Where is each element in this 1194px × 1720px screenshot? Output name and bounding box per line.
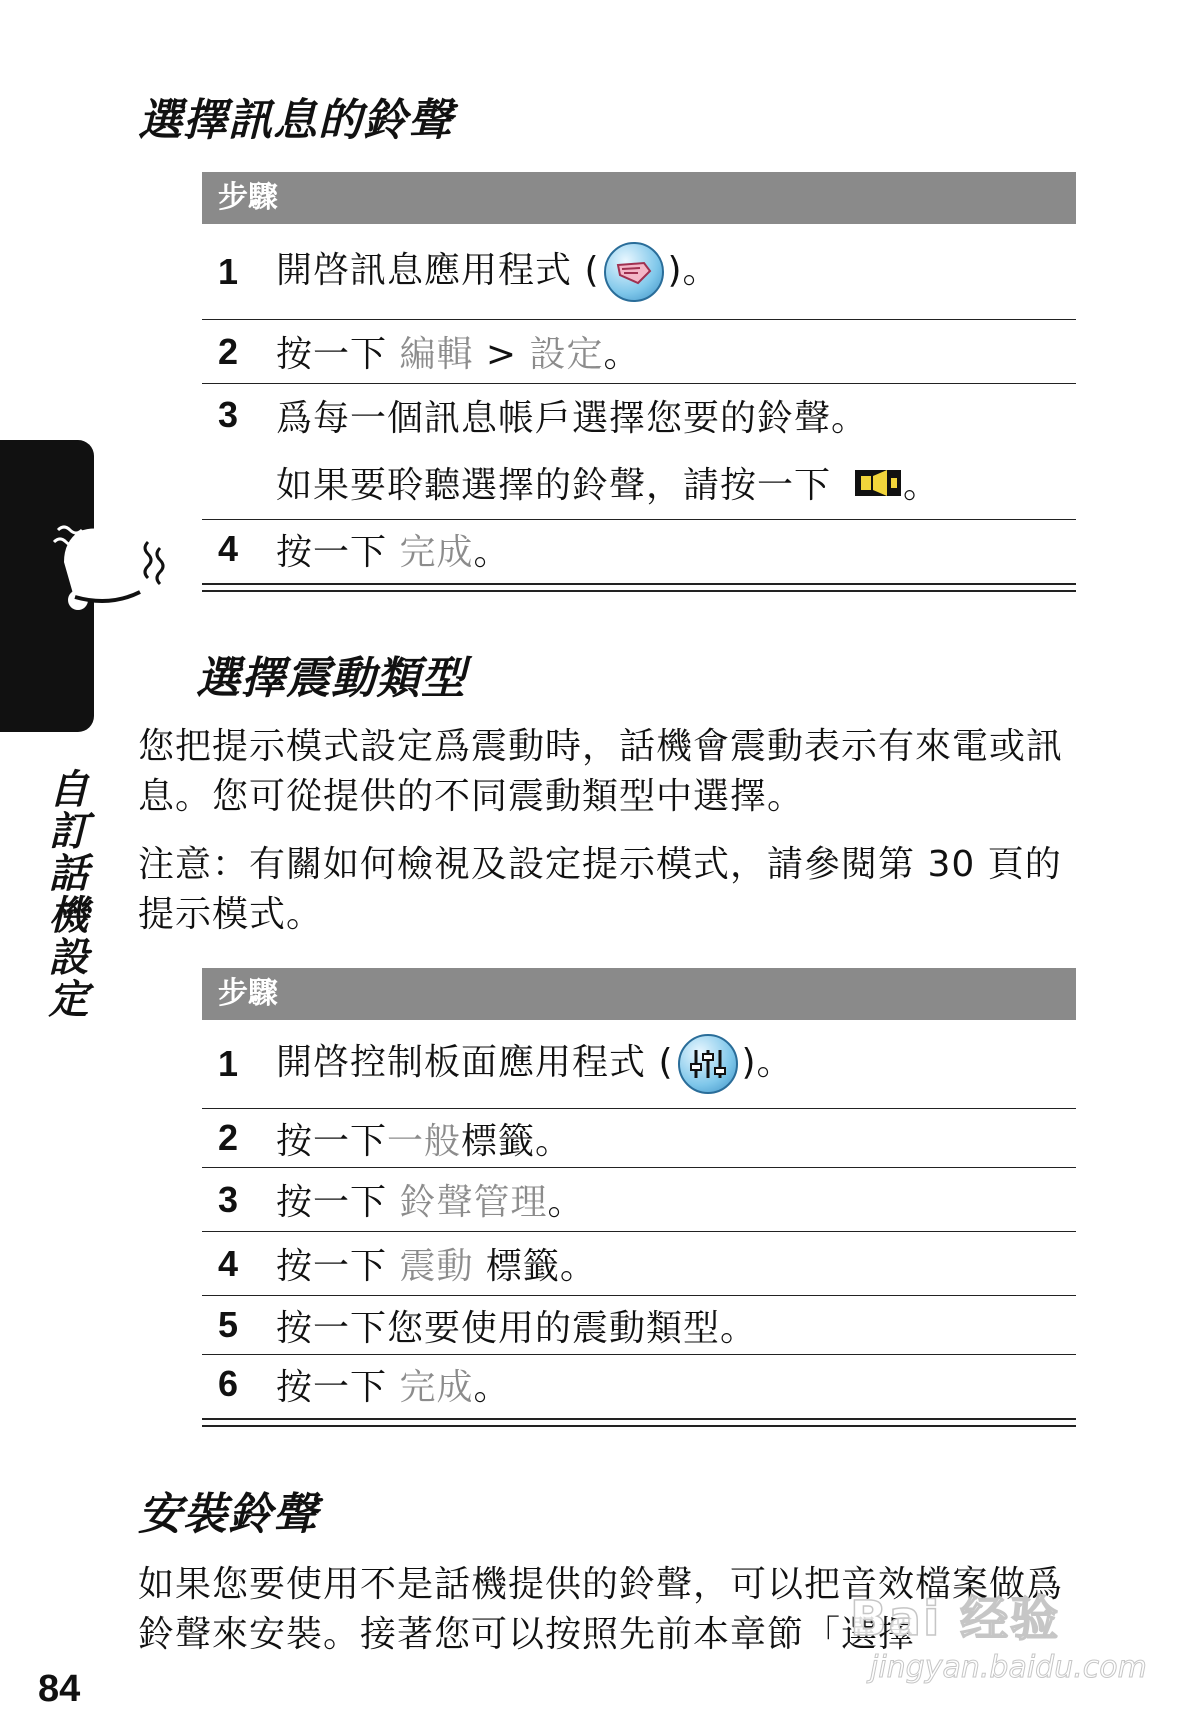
step-text-end: 。 [473,1366,511,1408]
step-number: 4 [218,1242,239,1284]
menu-label-settings: 設定 [529,334,604,375]
menu-label-done: 完成 [399,531,474,573]
step-row [202,1168,1076,1232]
step-text-end: 標籤。 [461,1120,573,1162]
step-subtext-end: 。 [903,464,941,506]
step-row [202,320,1076,384]
watermark-url: jingyan.baidu.com [870,1650,1147,1685]
step-text-end: 。 [473,531,511,573]
section-title-message-ringtone: 選擇訊息的鈴聲 [138,95,453,146]
section-title-install-ringtone: 安裝鈴聲 [138,1489,318,1540]
step-number: 5 [218,1304,239,1345]
step-row [202,1020,1076,1109]
vibrating-bell-icon [40,512,190,632]
watermark-brand: Bai 经验 [850,1591,1061,1647]
step-row [202,1296,1076,1355]
step-row [202,384,1076,520]
step-row [202,520,1076,578]
step-number: 1 [218,250,239,292]
paragraph: 如果您要使用不是話機提供的鈴聲，可以把音效檔案做爲鈴聲來安裝。接著您可以按照先前本章節「選擇 [138,1564,1064,1655]
table-end-rule [202,1418,1076,1427]
control-panel-icon [678,1034,738,1094]
step-text: 按一下 [276,1182,400,1223]
step-number: 3 [218,394,239,435]
chapter-tab [0,440,94,732]
step-separator: > [473,334,530,375]
step-text: 按一下 [276,1120,388,1162]
step-number: 6 [218,1363,239,1404]
step-text: 開啓控制板面應用程式 ( [276,1042,674,1083]
messaging-app-icon [604,242,664,302]
step-text: 爲每一個訊息帳戶選擇您要的鈴聲。 [276,397,869,439]
step-text-end: )。 [667,249,720,291]
step-text: 按一下您要使用的震動類型。 [276,1307,758,1349]
step-number: 2 [218,1117,239,1158]
steps-header: 步驟 [202,968,1076,1020]
step-row [202,1232,1076,1296]
steps-table-2 [202,968,1076,1427]
paragraph: 您把提示模式設定爲震動時，話機會震動表示有來電或訊息。您可從提供的不同震動類型中選擇。 [138,726,1064,817]
step-text: 按一下 [276,1366,400,1408]
steps-table-1 [202,172,1076,592]
step-text-end: 。 [603,334,641,375]
step-number: 1 [218,1043,239,1084]
step-text-end: 。 [547,1182,585,1223]
page-number: 84 [38,1668,81,1710]
step-number: 3 [218,1178,239,1220]
step-text: 按一下 [276,531,400,573]
note-paragraph: 注意：有關如何檢視及設定提示模式，請參閱第 30 頁的提示模式。 [138,844,1062,935]
section-title-vibration-type: 選擇震動類型 [196,653,466,704]
menu-label-general: 一般 [387,1120,462,1162]
speaker-play-icon [853,464,903,500]
step-subtext: 如果要聆聽選擇的鈴聲，請按一下 [276,464,832,506]
step-text-end: 標籤。 [473,1246,597,1287]
menu-label-ringtone-manager: 鈴聲管理 [399,1182,548,1223]
step-number: 2 [218,330,239,372]
chapter-side-label: 自訂話機設定 [42,768,88,1020]
step-text-end: )。 [741,1042,794,1083]
steps-header: 步驟 [202,172,1076,224]
table-end-rule [202,583,1076,592]
step-row [202,224,1076,320]
step-text: 按一下 [276,334,400,375]
step-row [202,1109,1076,1168]
menu-label-edit: 編輯 [399,334,474,375]
step-text: 開啓訊息應用程式 ( [276,249,600,291]
menu-label-vibrate: 震動 [399,1246,474,1287]
step-row [202,1355,1076,1413]
step-number: 4 [218,528,239,569]
step-text: 按一下 [276,1246,400,1287]
menu-label-done: 完成 [399,1366,474,1408]
